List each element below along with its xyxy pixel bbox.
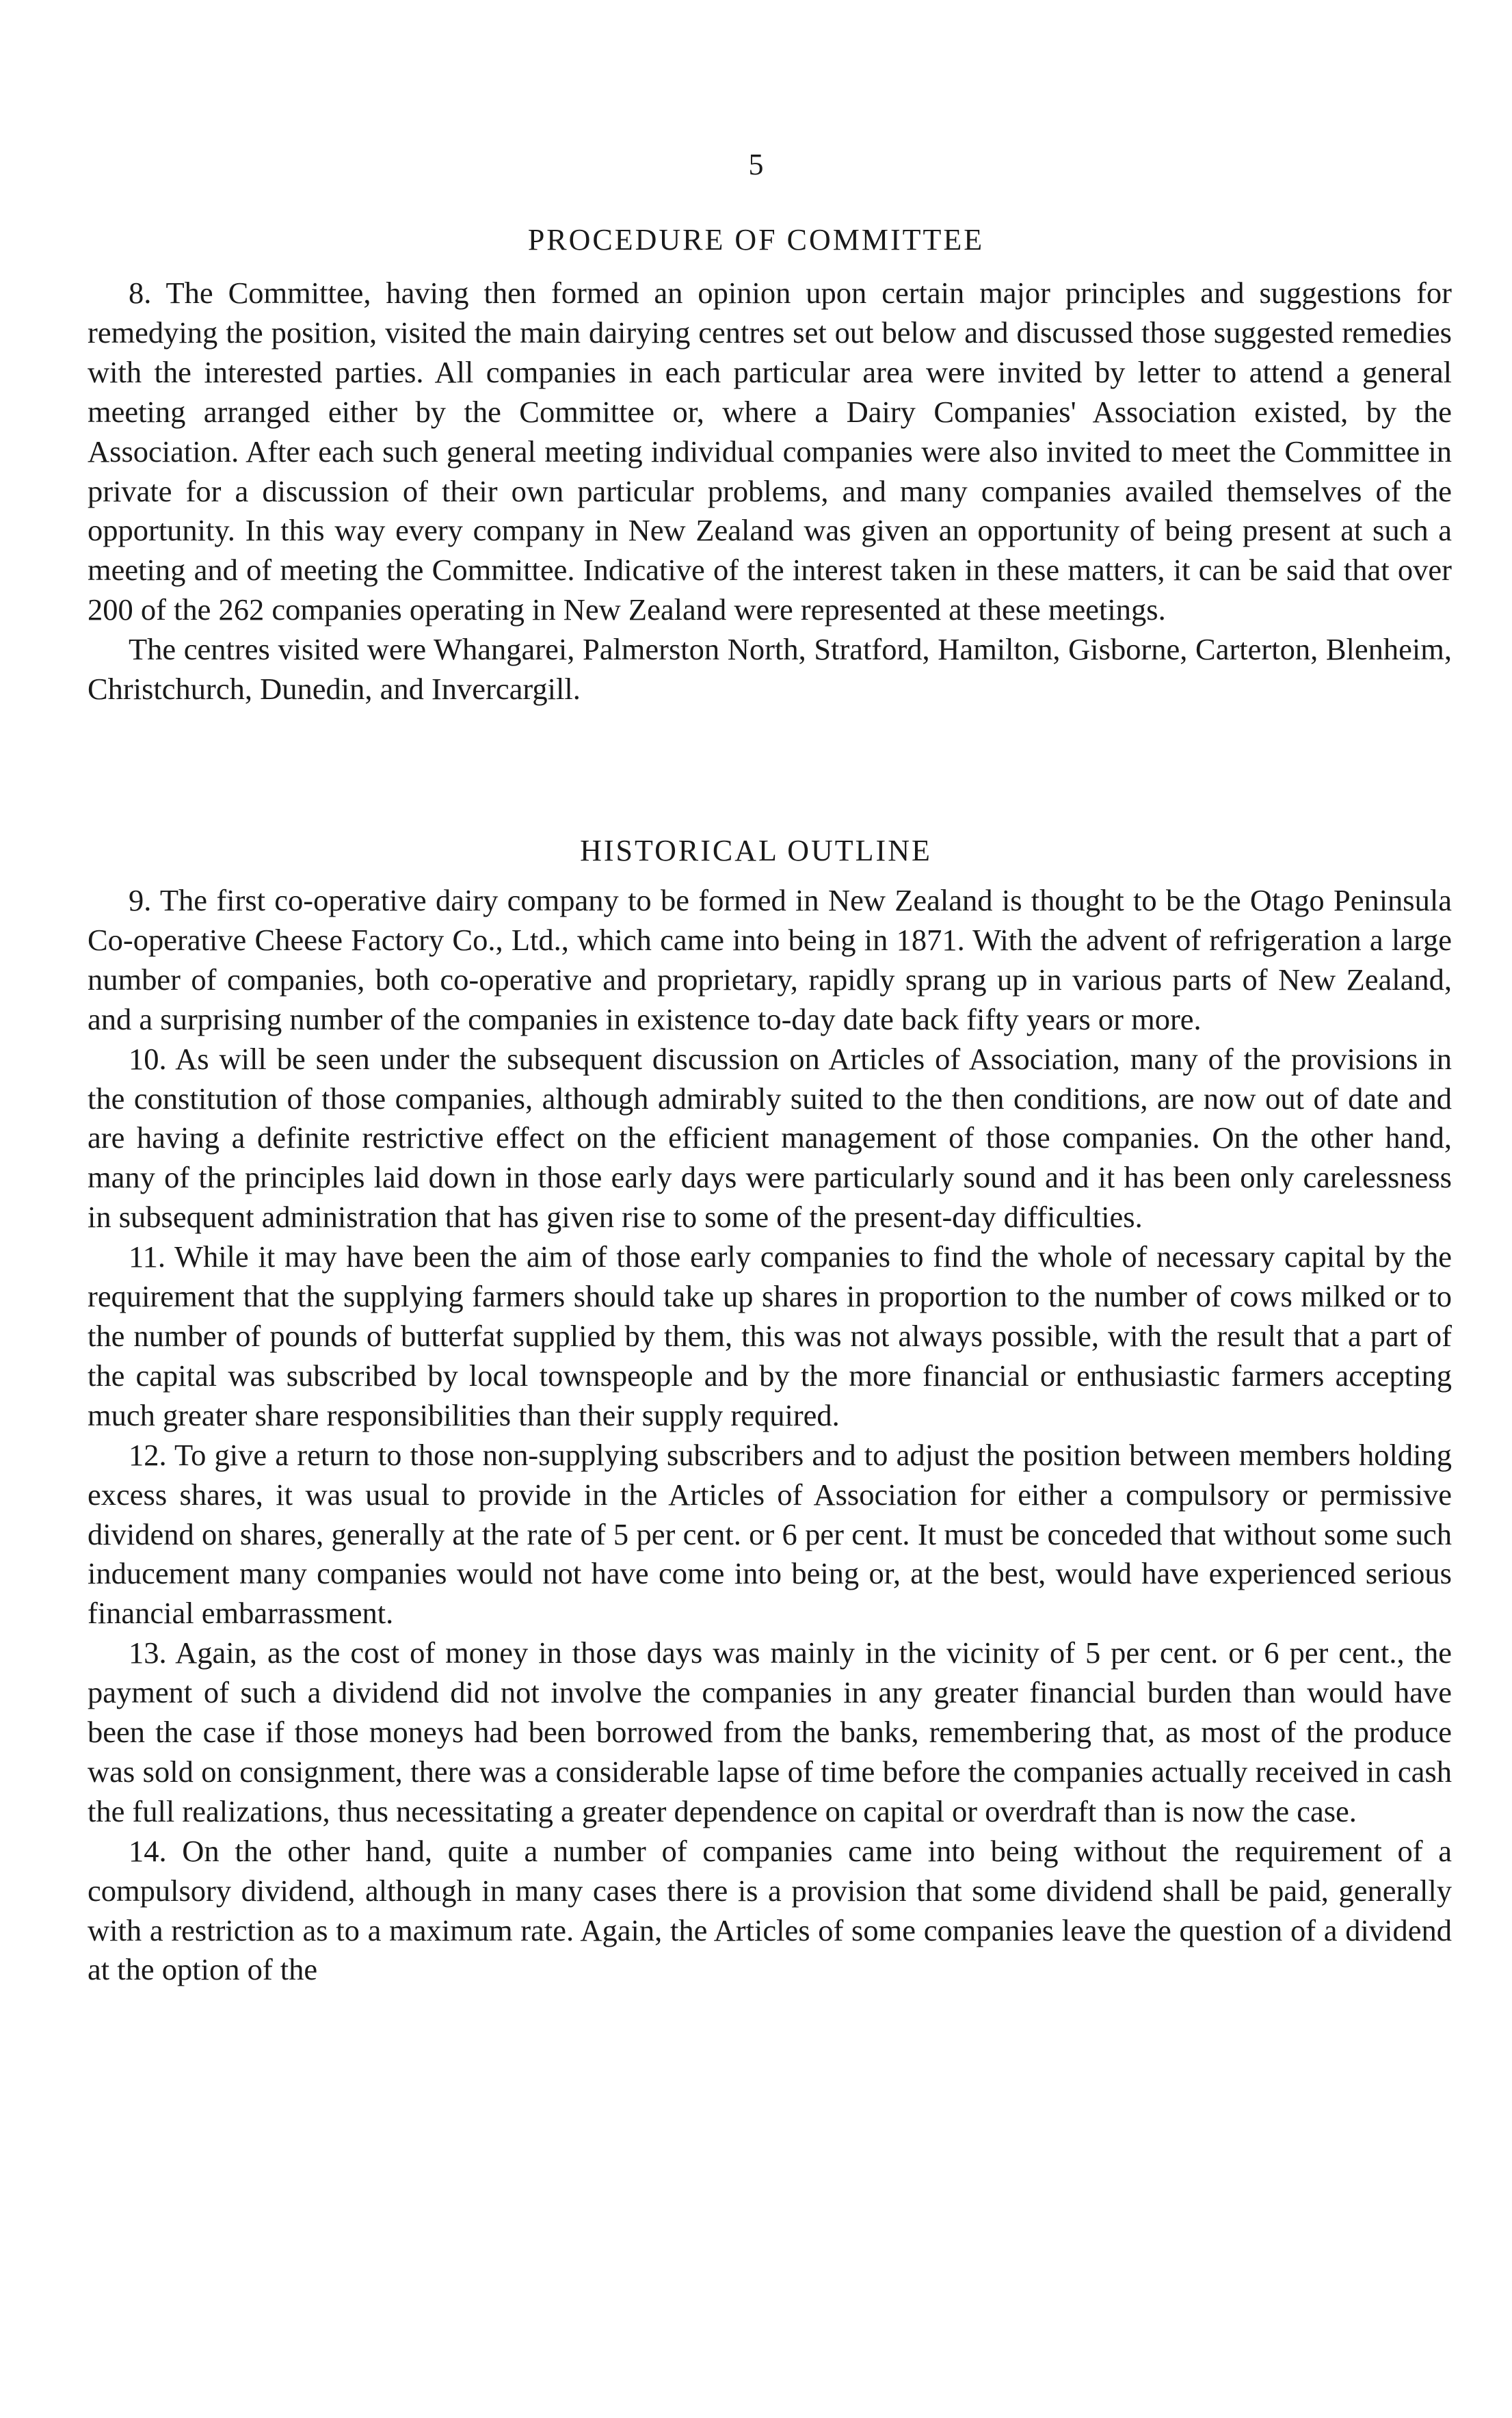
paragraph-8: 8. The Committee, having then formed an opinion upon certain major principles and suggestions for remedying the position, visited the main dairying centres set out below and discussed those suggested remedies with the interested parties. All companies in each particular area were invited by letter to attend a general meeting arranged either by the Committee or, where a Dairy Companies' Association existed, by the Association. After each such general meeting individual companies were also invited to meet the Committee in private for a discussion of their own particular problems, and many companies availed themselves of the opportunity. In this way every company in New Zealand was given an opportunity of being present at such a meeting and of meeting the Committee. Indicative of the interest taken in these matters, it can be said that over 200 of the 262 companies operating in New Zealand were represented at these meetings. bbox=[88, 276, 1452, 627]
section-heading-procedure: PROCEDURE OF COMMITTEE bbox=[527, 223, 985, 257]
paragraph-13: 13. Again, as the cost of money in those days was mainly in the vicinity of 5 per cent. or 6 per cent., the payment of such a dividend did not involve the companies in any greater financial burden than would have been the case if those moneys had been borrowed from the banks, remembering that, as most of the produce was sold on consignment, there was a considerable lapse of time before the companies actually received in cash the full realizations, thus necessitating a greater dependence on capital or overdraft than is now the case. bbox=[88, 1635, 1452, 1828]
paragraph-12: 12. To give a return to those non-supplying subscribers and to adjust the position between members holding excess shares, it was usual to provide in the Articles of Association for either a compulsory or permissive dividend on shares, generally at the rate of 5 per cent. or 6 per cent. It must be conceded that without some such inducement many companies would not have come into being or, at the best, would have experienced serious financial embarrassment. bbox=[88, 1437, 1452, 1631]
paragraph-centres: The centres visited were Whangarei, Palmerston North, Stratford, Hamilton, Gisborne, Carterton, Blenheim, Christchurch, Dunedin, and Invercargill. bbox=[88, 632, 1452, 707]
paragraph-9: 9. The first co-operative dairy company to be formed in New Zealand is thought to be the Otago Peninsula Co-operative Cheese Factory Co., Ltd., which came into being in 1871. With the advent of refrigeration a large number of companies, both co-operative and proprietary, rapidly sprang up in various parts of New Zealand, and a surprising number of the companies in existence to-day date back fifty years or more. bbox=[88, 883, 1452, 1036]
section-heading-historical: HISTORICAL OUTLINE bbox=[580, 834, 932, 867]
paragraph-14: 14. On the other hand, quite a number of companies came into being without the requirement of a compulsory dividend, although in many cases there is a provision that some dividend shall be paid, generally with a restriction as to a maximum rate. Again, the Articles of some companies leave the question of a dividend at the option of the bbox=[88, 1833, 1452, 1987]
paragraph-11: 11. While it may have been the aim of those early companies to find the whole of necessary capital by the requirement that the supplying farmers should take up shares in proportion to the number of cows milked or to the number of pounds of butterfat supplied by them, this was not always possible, with the result that a part of the capital was subscribed by local townspeople and by the more financial or enthusiastic farmers accepting much greater share responsibilities than their supply required. bbox=[88, 1239, 1452, 1432]
paragraph-10: 10. As will be seen under the subsequent discussion on Articles of Association, many of the provisions in the constitution of those companies, although admirably suited to the then conditions, are now out of date and are having a definite restrictive effect on the efficient management of those companies. On the other hand, many of the principles laid down in those early days were particularly sound and it has been only carelessness in subsequent administration that has given rise to some of the present-day difficulties. bbox=[88, 1041, 1452, 1235]
section-body-historical bbox=[88, 881, 1452, 1990]
section-body-procedure bbox=[88, 274, 1452, 709]
page-number: 5 bbox=[748, 148, 764, 181]
